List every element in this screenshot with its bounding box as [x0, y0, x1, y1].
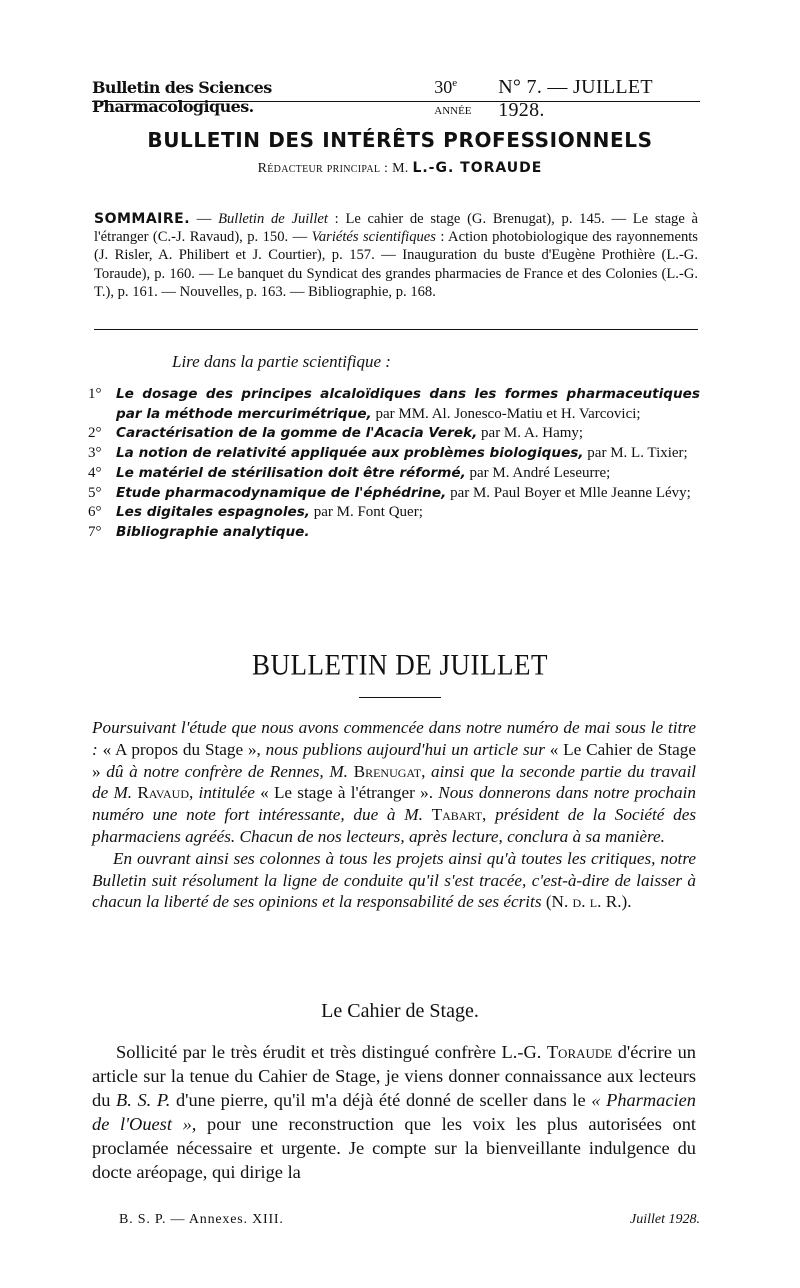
volume-year: 30e année	[434, 77, 472, 118]
list-item: 7° Bibliographie analytique.	[88, 523, 310, 540]
article-heading: Le Cahier de Stage.	[321, 1000, 479, 1022]
header-rule	[92, 101, 700, 102]
title-rule	[359, 697, 441, 698]
list-item: 3° La notion de relativité appliquée aux problèmes biologiques, par M. L. Tixier;	[88, 445, 688, 462]
editor-line: Rédacteur principal : M. L.-G. TORAUDE	[257, 160, 543, 176]
page-footer	[119, 1212, 700, 1228]
list-item: 4° Le matériel de stérilisation doit être réformé, par M. André Leseurre;	[88, 464, 611, 481]
footer-right: Juillet 1928.	[630, 1212, 700, 1227]
editorial-intro	[92, 717, 696, 913]
list-item: 6° Les digitales espagnoles, par M. Font Quer;	[88, 504, 423, 521]
list-item: 5° Etude pharmacodynamique de l'éphédrine, par M. Paul Boyer et Mlle Jeanne Lévy;	[88, 484, 691, 501]
intro-paragraph: En ouvrant ainsi ses colonnes à tous les projets ainsi qu'à toutes les critiques, notre Bulletin suit résolument la ligne de conduite qu'il s'est tracée, c'est-à-dire de laisser à chacun la liberté de ses opinions et la responsabilité de ses écrits (N. d. l. R.).	[92, 848, 696, 912]
sommaire-rule	[94, 329, 698, 330]
section-title: BULLETIN DES INTÉRÊTS PROFESSIONNELS	[147, 128, 653, 152]
intro-paragraph: Poursuivant l'étude que nous avons commencée dans notre numéro de mai sous le titre : « A propos du Stage », nous publions aujourd'hui un article sur « Le Cahier de Stage » dû à notre confrère de Rennes, M. Brenugat, ainsi que la seconde partie du travail de M. Ravaud, intitulée « Le stage à l'étranger ». Nous donnerons dans notre prochain numéro une note fort intéressante, due à M. Tabart, président de la Société des pharmaciens agréés. Chacun de nos lecteurs, après lecture, conclura à sa manière.	[92, 718, 697, 846]
sommaire-label: SOMMAIRE.	[94, 211, 191, 227]
footer-left: B. S. P. — Annexes. XIII.	[119, 1212, 284, 1227]
running-header	[92, 76, 702, 121]
issue-number: N° 7. — JUILLET 1928.	[498, 76, 653, 121]
article-body	[92, 1040, 696, 1184]
journal-name: Bulletin des Sciences Pharmacologiques.	[92, 78, 272, 116]
body-paragraph: Sollicité par le très érudit et très distingué confrère L.-G. Toraude d'écrire un article sur la tenue du Cahier de Stage, je viens donner connaissance aux lecteurs du B. S. P. d'une pierre, qu'il m'a déjà été donné de sceller dans le « Pharmacien de l'Ouest », pour une reconstruction que les voix les plus autorisées ont proclamée nécessaire et urgente. Je compte sur la bienveillante indulgence du docte aréopage, qui dirige la	[92, 1042, 696, 1182]
scientific-contents-list	[88, 385, 700, 543]
lire-heading: Lire dans la partie scientifique :	[172, 352, 391, 371]
list-item: 1° Le dosage des principes alcaloïdiques dans les formes pharmaceutiques par la méthode mercurimétrique, par MM. Al. Jonesco-Matiu et H. Varcovici;	[88, 386, 700, 422]
main-title: BULLETIN DE JUILLET	[252, 648, 548, 682]
list-item: 2° Caractérisation de la gomme de l'Acacia Verek, par M. A. Hamy;	[88, 425, 584, 442]
sommaire-block: SOMMAIRE. — Bulletin de Juillet : Le cahier de stage (G. Brenugat), p. 145. — Le stage à l'étranger (C.-J. Ravaud), p. 150. — Variétés scientifiques : Action photobiologique des rayonnements (J. Risler, A. Philibert et J. Courtier), p. 157. — Inauguration du buste d'Eugène Prothière (L.-G. Toraude), p. 160. — Le banquet du Syndicat des grandes pharmacies de France et des Colonies (L.-G. T.), p. 161. — Nouvelles, p. 163. — Bibliographie, p. 168.	[94, 211, 699, 300]
